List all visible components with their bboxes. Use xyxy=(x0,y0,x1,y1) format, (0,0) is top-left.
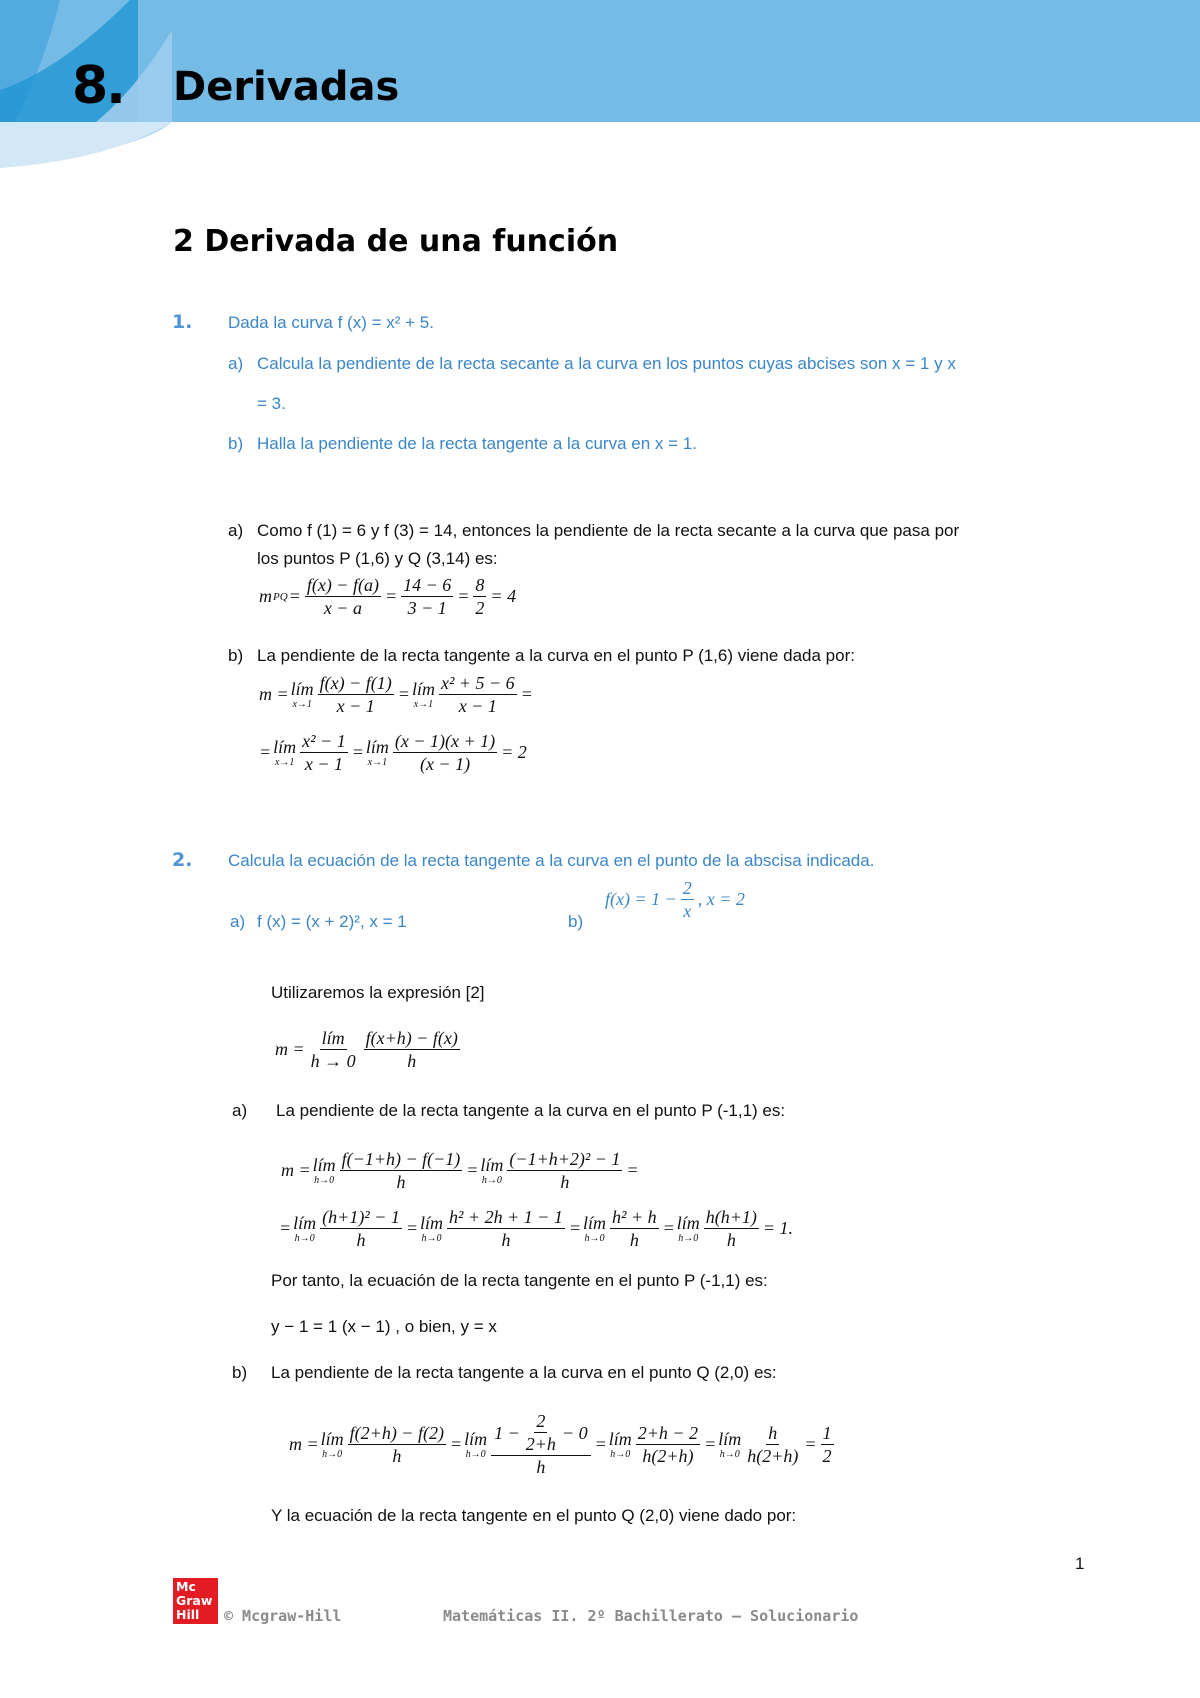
conclusion-2b: Y la ecuación de la recta tangente en el punto Q (2,0) viene dado por: xyxy=(271,1506,797,1525)
limit-label: lím xyxy=(608,1428,632,1449)
limit-label: lím xyxy=(273,737,297,757)
mcgraw-hill-logo: Mc Graw Hill xyxy=(173,1578,218,1624)
formula-text: m = xyxy=(259,684,289,704)
limit-operator xyxy=(366,737,389,768)
formula-text: − 0 xyxy=(561,1422,588,1443)
formula-text: = xyxy=(449,1433,463,1454)
limit-operator xyxy=(273,737,296,768)
fraction-numerator: f(−1+h) − f(−1) xyxy=(341,1149,461,1169)
fraction xyxy=(473,574,486,619)
limit-operator xyxy=(718,1429,741,1460)
fraction xyxy=(636,1422,700,1467)
fraction xyxy=(681,877,694,922)
fraction-denominator: h xyxy=(536,1457,546,1477)
formula-text: m = xyxy=(289,1433,319,1454)
fraction-numerator: f(2+h) − f(2) xyxy=(349,1422,444,1443)
fraction xyxy=(704,1206,759,1251)
limit-approach: h→0 xyxy=(610,1448,631,1460)
formula-subscript: PQ xyxy=(273,590,288,603)
limit-label: lím xyxy=(312,1155,336,1175)
exercise-1-part-b: Halla la pendiente de la recta tangente a la curva en x = 1. xyxy=(257,434,697,453)
fraction-numerator: h(h+1) xyxy=(705,1207,757,1227)
limit-approach: x→1 xyxy=(292,699,312,710)
fraction-denominator: (x − 1) xyxy=(419,754,471,774)
fraction xyxy=(401,574,453,619)
fraction xyxy=(340,1148,463,1193)
solution-1a-label: a) xyxy=(228,521,244,540)
fraction xyxy=(364,1027,460,1072)
solution-2b-text: La pendiente de la recta tangente a la curva en el punto Q (2,0) es: xyxy=(271,1363,777,1382)
expression-intro: Utilizaremos la expresión [2] xyxy=(271,983,485,1002)
fraction-denominator: h xyxy=(560,1172,570,1192)
fraction-denominator: x − a xyxy=(323,598,362,618)
fraction-numerator: h xyxy=(768,1422,778,1443)
fraction-numerator: f(x) − f(a) xyxy=(306,575,379,595)
limit-approach: h→0 xyxy=(421,1233,442,1244)
limit-operator xyxy=(321,1429,344,1460)
formula-text: f(x) = 1 − xyxy=(605,889,677,909)
formula-text: = xyxy=(279,1218,292,1238)
formula-text: = xyxy=(384,586,398,606)
exercise-2-number: 2. xyxy=(172,849,193,871)
limit-label: lím xyxy=(290,679,314,699)
fraction-numerator: f(x+h) − f(x) xyxy=(365,1028,458,1048)
limit-operator xyxy=(609,1429,632,1460)
formula-text: = xyxy=(397,684,410,704)
limit-operator xyxy=(412,679,435,710)
chapter-title: Derivadas xyxy=(173,64,400,110)
fraction xyxy=(309,1027,358,1072)
fraction-numerator: h² + 2h + 1 − 1 xyxy=(449,1207,563,1227)
limit-operator xyxy=(583,1213,606,1244)
solution-1a-text-2: los puntos P (1,6) y Q (3,14) es: xyxy=(257,549,498,568)
fraction-denominator: h xyxy=(356,1230,366,1250)
exercise-2-part-a: f (x) = (x + 2)², x = 1 xyxy=(257,912,407,931)
fraction xyxy=(745,1422,800,1467)
formula-text: = xyxy=(568,1218,582,1238)
fraction-numerator: lím xyxy=(321,1028,345,1048)
formula-text: = xyxy=(594,1433,607,1454)
limit-operator xyxy=(420,1213,443,1244)
footer-copyright: © Mcgraw-Hill xyxy=(224,1607,342,1625)
fraction-denominator: h(2+h) xyxy=(747,1445,799,1466)
limit-label: lím xyxy=(411,679,435,699)
formula-text: m = xyxy=(281,1160,311,1180)
limit-label: lím xyxy=(676,1213,700,1233)
exercise-1-part-a: Calcula la pendiente de la recta secante a la curva en los puntos cuyas abcises son x = 1 y x xyxy=(257,354,956,373)
fraction-denominator: h xyxy=(407,1051,417,1071)
fraction-denominator: x − 1 xyxy=(458,696,497,716)
formula-text: = xyxy=(457,586,470,606)
limit-approach: x→1 xyxy=(367,757,388,768)
formula-text: m = xyxy=(275,1039,305,1059)
exercise-2-part-b-label: b) xyxy=(568,912,584,931)
limit-approach: h→0 xyxy=(584,1233,605,1244)
solution-2a-label: a) xyxy=(232,1101,248,1120)
formula-text: = 2 xyxy=(501,742,527,762)
formula-tangent-slope-1 xyxy=(258,672,534,717)
fraction xyxy=(439,672,517,717)
fraction xyxy=(524,1410,558,1455)
limit-label: lím xyxy=(583,1213,607,1233)
formula-text: = xyxy=(704,1433,717,1454)
fraction-numerator: 2+h − 2 xyxy=(637,1422,699,1443)
fraction xyxy=(821,1422,834,1467)
fraction-denominator: h xyxy=(396,1172,406,1192)
formula-2a-line-2 xyxy=(278,1206,794,1251)
fraction-numerator: 14 − 6 xyxy=(403,575,452,595)
fraction-denominator: 3 − 1 xyxy=(407,598,447,618)
formula-text: , x = 2 xyxy=(697,889,745,909)
formula-text: = xyxy=(662,1218,675,1238)
formula-text: = 4 xyxy=(490,586,517,606)
exercise-1-part-a-cont: = 3. xyxy=(257,394,286,413)
fraction xyxy=(447,1206,565,1251)
fraction-numerator: (x − 1)(x + 1) xyxy=(394,731,496,751)
fraction-denominator: h xyxy=(392,1445,402,1466)
footer-book-title: Matemáticas II. 2º Bachillerato – Solucionario xyxy=(443,1607,859,1625)
limit-approach: h→0 xyxy=(719,1448,740,1460)
fraction-numerator: x² − 1 xyxy=(302,731,346,751)
page-number: 1 xyxy=(1075,1554,1085,1573)
limit-approach: h→0 xyxy=(465,1448,486,1460)
formula-text: m xyxy=(259,586,272,606)
limit-approach: h→0 xyxy=(678,1233,699,1244)
fraction-numerator xyxy=(491,1410,590,1456)
formula-text: = xyxy=(466,1160,479,1180)
fraction-denominator: 2 xyxy=(475,598,485,618)
formula-2a-line-1 xyxy=(280,1148,640,1193)
fraction-denominator: h(2+h) xyxy=(642,1445,694,1466)
exercise-1-part-b-label: b) xyxy=(228,434,244,453)
fraction xyxy=(491,1410,590,1478)
limit-operator xyxy=(464,1429,487,1460)
formula-2b xyxy=(288,1410,837,1478)
solution-1a-text: Como f (1) = 6 y f (3) = 14, entonces la pendiente de la recta secante a la curva que pasa por xyxy=(257,521,960,540)
exercise-2-part-a-label: a) xyxy=(230,912,246,931)
limit-approach: h→0 xyxy=(314,1175,335,1186)
limit-approach: h→0 xyxy=(481,1175,502,1186)
limit-approach: x→1 xyxy=(274,757,295,768)
formula-text: = xyxy=(288,586,301,606)
fraction xyxy=(507,1148,622,1193)
fraction-numerator: 2 xyxy=(682,878,692,898)
formula-secant-slope xyxy=(258,574,517,619)
fraction-denominator: x − 1 xyxy=(304,754,344,774)
fraction xyxy=(300,730,348,775)
tangent-line-2a: y − 1 = 1 (x − 1) , o bien, y = x xyxy=(271,1317,497,1336)
solution-2b-label: b) xyxy=(232,1363,248,1382)
formula-text: = xyxy=(405,1218,419,1238)
limit-approach: h→0 xyxy=(322,1448,343,1460)
limit-operator xyxy=(677,1213,700,1244)
fraction-numerator: (−1+h+2)² − 1 xyxy=(509,1149,621,1169)
fraction-numerator: 8 xyxy=(475,575,485,595)
formula-text: = xyxy=(520,684,533,704)
exercise-1-statement: Dada la curva f (x) = x² + 5. xyxy=(228,313,434,332)
formula-text: = 1. xyxy=(762,1218,794,1238)
limit-operator xyxy=(480,1155,503,1186)
fraction-numerator: x² + 5 − 6 xyxy=(440,673,515,693)
exercise-2-part-b-formula xyxy=(604,877,746,922)
limit-operator xyxy=(291,679,314,710)
fraction xyxy=(393,730,497,775)
limit-approach: h→0 xyxy=(294,1233,315,1244)
fraction-denominator: x xyxy=(683,901,692,921)
exercise-1-number: 1. xyxy=(172,311,193,333)
fraction xyxy=(610,1206,659,1251)
fraction-numerator: h² + h xyxy=(612,1207,657,1227)
limit-label: lím xyxy=(320,1428,344,1449)
fraction-denominator: 2+h xyxy=(525,1434,556,1454)
limit-label: lím xyxy=(480,1155,504,1175)
fraction-denominator: h xyxy=(726,1230,736,1250)
solution-1b-text: La pendiente de la recta tangente a la curva en el punto P (1,6) viene dada por: xyxy=(257,646,855,665)
limit-label: lím xyxy=(365,737,389,757)
fraction xyxy=(318,672,394,717)
limit-label: lím xyxy=(293,1213,317,1233)
fraction-denominator: h → 0 xyxy=(310,1051,356,1071)
formula-text: = xyxy=(259,742,272,762)
fraction xyxy=(348,1422,446,1467)
exercise-2-statement: Calcula la ecuación de la recta tangente a la curva en el punto de la abscisa indicada. xyxy=(228,851,875,870)
exercise-1-part-a-label: a) xyxy=(228,354,244,373)
fraction-denominator: x − 1 xyxy=(336,696,375,716)
fraction xyxy=(320,1206,402,1251)
formula-text: = xyxy=(804,1433,817,1454)
solution-2a-text: La pendiente de la recta tangente a la curva en el punto P (-1,1) es: xyxy=(276,1101,786,1120)
formula-text: 1 − xyxy=(494,1422,520,1443)
fraction-numerator: 2 xyxy=(536,1411,546,1431)
section-title: 2 Derivada de una función xyxy=(173,224,619,259)
fraction-numerator: 1 xyxy=(822,1422,832,1443)
derivative-definition-formula xyxy=(274,1027,463,1072)
limit-label: lím xyxy=(718,1428,742,1449)
conclusion-2a: Por tanto, la ecuación de la recta tangente en el punto P (-1,1) es: xyxy=(271,1271,768,1290)
fraction-denominator: h xyxy=(629,1230,639,1250)
fraction xyxy=(305,574,381,619)
limit-operator xyxy=(313,1155,336,1186)
fraction-numerator: (h+1)² − 1 xyxy=(322,1207,400,1227)
fraction-numerator: f(x) − f(1) xyxy=(319,673,392,693)
limit-approach: x→1 xyxy=(413,699,434,710)
fraction-denominator: h xyxy=(501,1230,511,1250)
formula-tangent-slope-2 xyxy=(258,730,528,775)
formula-text: = xyxy=(351,742,364,762)
chapter-number: 8. xyxy=(72,56,124,116)
fraction-denominator: 2 xyxy=(822,1445,832,1466)
formula-text: = xyxy=(626,1160,639,1180)
limit-operator xyxy=(293,1213,316,1244)
limit-label: lím xyxy=(420,1213,444,1233)
solution-1b-label: b) xyxy=(228,646,244,665)
limit-label: lím xyxy=(464,1428,488,1449)
